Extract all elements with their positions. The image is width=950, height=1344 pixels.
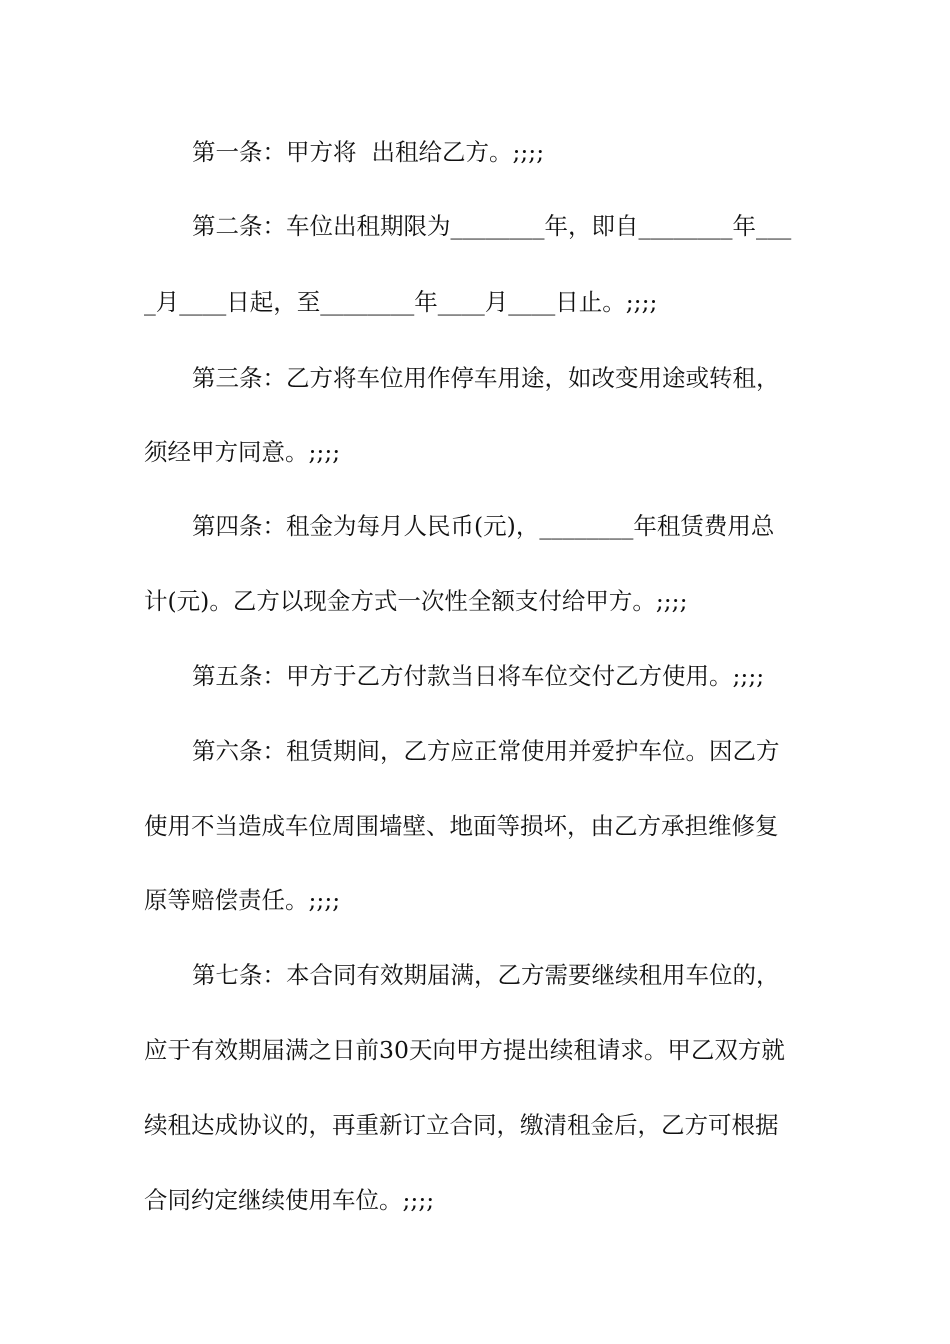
clause-7-line-2: 应于有效期届满之日前30天向甲方提出续租请求。甲乙双方就 — [144, 1036, 785, 1064]
clause-6-line-1: 第六条：租赁期间，乙方应正常使用并爱护车位。因乙方 — [192, 737, 780, 765]
clause-3-line-2: 须经甲方同意。;;;; — [144, 438, 341, 466]
clause-1-line-1: 第一条：甲方将 出租给乙方。;;;; — [192, 138, 545, 166]
clause-5-line-1: 第五条：甲方于乙方付款当日将车位交付乙方使用。;;;; — [192, 662, 765, 690]
clause-2-line-2: _月____日起，至________年____月____日止。;;;; — [144, 288, 658, 316]
clause-6-line-2: 使用不当造成车位周围墙壁、地面等损坏，由乙方承担维修复 — [144, 812, 779, 840]
clause-7-line-3: 续租达成协议的，再重新订立合同，缴清租金后，乙方可根据 — [144, 1111, 779, 1139]
clause-7-line-1: 第七条：本合同有效期届满，乙方需要继续租用车位的， — [192, 961, 780, 989]
clause-2-line-1: 第二条：车位出租期限为________年，即自________年___ — [192, 212, 792, 240]
clause-4-line-2: 计(元)。乙方以现金方式一次性全额支付给甲方。;;;; — [144, 587, 688, 615]
clause-4-line-1: 第四条：租金为每月人民币(元)，________年租赁费用总 — [192, 512, 775, 540]
clause-3-line-1: 第三条：乙方将车位用作停车用途，如改变用途或转租， — [192, 364, 780, 392]
clause-6-line-3: 原等赔偿责任。;;;; — [144, 886, 341, 914]
clause-7-line-4: 合同约定继续使用车位。;;;; — [144, 1186, 435, 1214]
